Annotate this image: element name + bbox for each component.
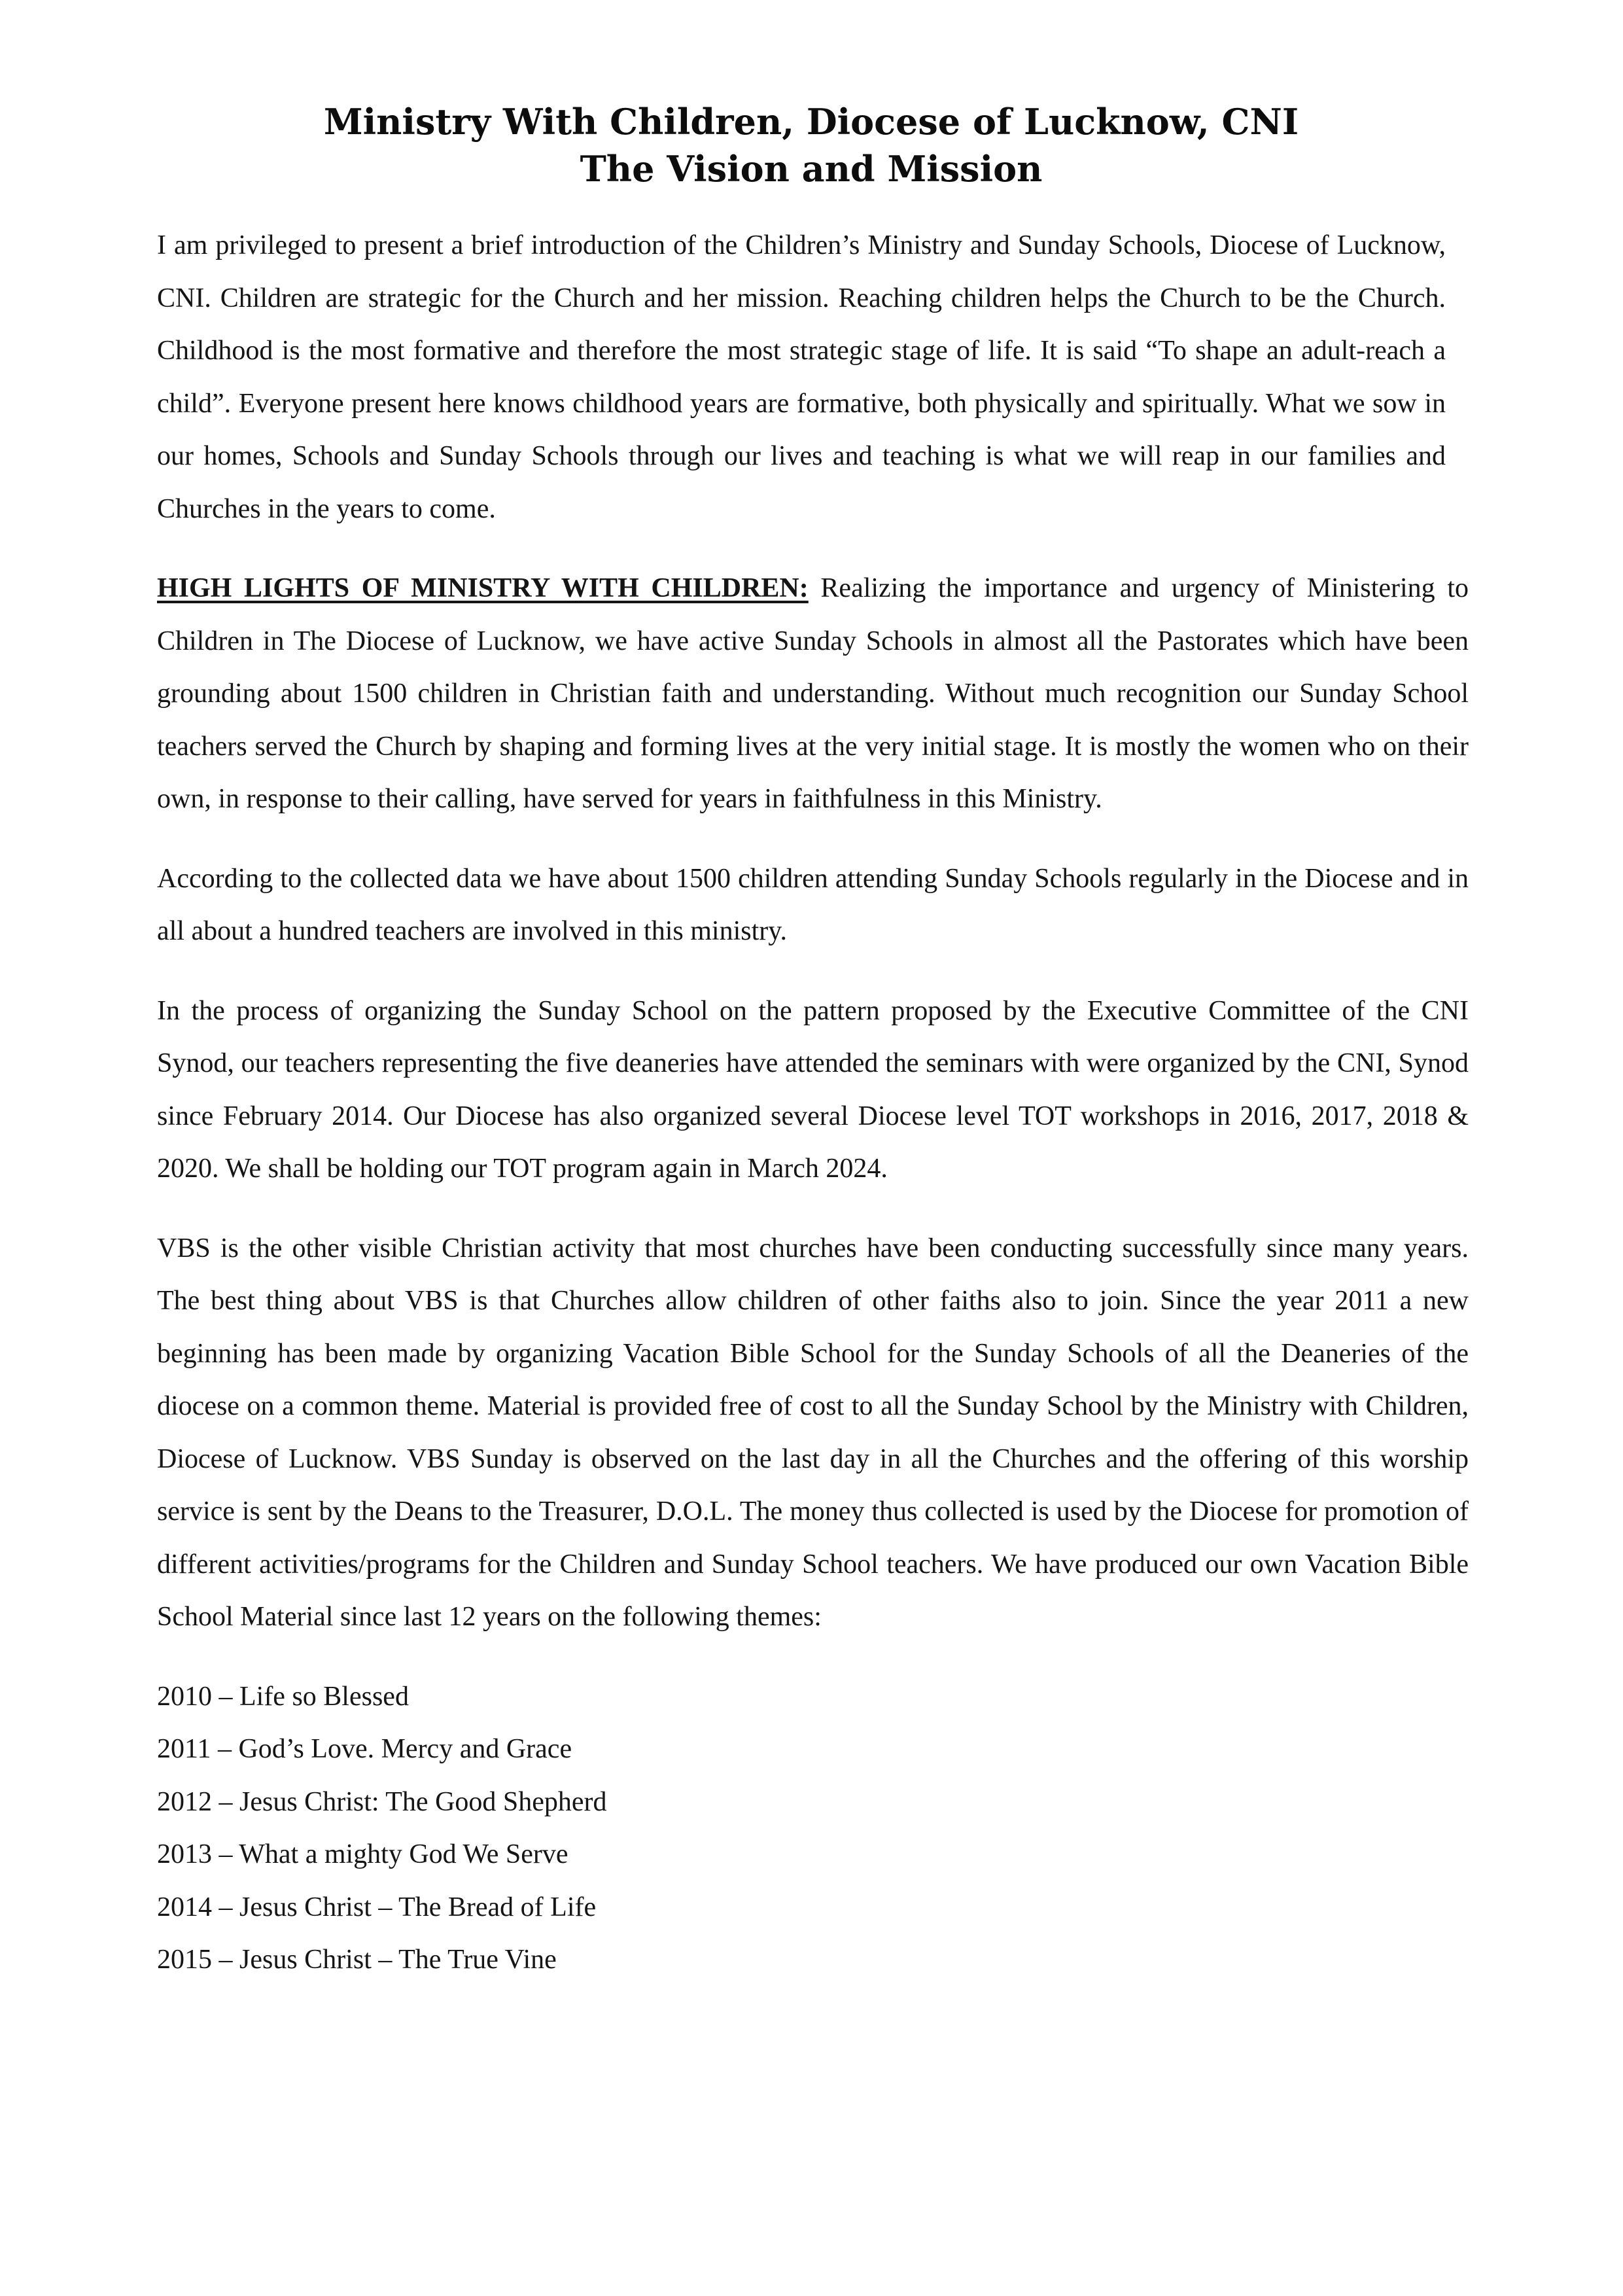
theme-item-2012: 2012 – Jesus Christ: The Good Shepherd [157,1786,607,1817]
highlights-text: Realizing the importance and urgency of Ministering to Children in The Diocese of Lucknow, we have active Sunday Schools in almost all the Pastorates which have been grounding about 1500 children in Christian faith and understanding. Without much recognition our Sunday School teachers served the Church by shaping and forming lives at the very initial stage. It is mostly the women who on their own, in response to their calling, have served for years in faithfulness in this Ministry. [157,573,1469,814]
theme-item-2011: 2011 – God’s Love. Mercy and Grace [157,1734,572,1764]
organization-paragraph: In the process of organizing the Sunday School on the pattern proposed by the Executive Committee of the CNI Synod, our teachers representing the five deaneries have attended the seminars with were organized by the CNI, Synod since February 2014. Our Diocese has also organized several Diocese level TOT workshops in 2016, 2017, 2018 & 2020. We shall be holding our TOT program again in March 2024. [157,995,1469,1184]
theme-item-2010: 2010 – Life so Blessed [157,1681,409,1712]
theme-item-2015: 2015 – Jesus Christ – The True Vine [157,1945,557,1975]
attendance-paragraph: According to the collected data we have about 1500 children attending Sunday Schools regularly in the Diocese and in all about a hundred teachers are involved in this ministry. [157,863,1469,946]
document-title [157,98,1465,192]
document-body [157,219,1469,1987]
title-line-2: The Vision and Mission [580,148,1043,190]
title-line-1: Ministry With Children, Diocese of Lucknow, CNI [323,101,1299,143]
theme-item-2014: 2014 – Jesus Christ – The Bread of Life [157,1892,597,1922]
vbs-theme-list [157,1670,1469,1987]
vbs-paragraph: VBS is the other visible Christian activity that most churches have been conducting successfully since many years. The best thing about VBS is that Churches allow children of other faiths also to join. Since the year 2011 a new beginning has been made by organizing Vacation Bible School for the Sunday Schools of all the Deaneries of the diocese on a common theme. Material is provided free of cost to all the Sunday School by the Ministry with Children, Diocese of Lucknow. VBS Sunday is observed on the last day in all the Churches and the offering of this worship service is sent by the Deans to the Treasurer, D.O.L. The money thus collected is used by the Diocese for promotion of different activities/programs for the Children and Sunday School teachers. We have produced our own Vacation Bible School Material since last 12 years on the following themes: [157,1233,1469,1632]
highlights-heading: HIGH LIGHTS OF MINISTRY WITH CHILDREN: [157,573,809,603]
highlights-paragraph [157,562,1469,826]
intro-paragraph: I am privileged to present a brief introduction of the Children’s Ministry and Sunday Schools, Diocese of Lucknow, CNI. Children are strategic for the Church and her mission. Reaching children helps the Church to be the Church. Childhood is the most formative and therefore the most strategic stage of life. It is said “To shape an adult-reach a child”. Everyone present here knows childhood years are formative, both physically and spiritually. What we sow in our homes, Schools and Sunday Schools through our lives and teaching is what we will reap in our families and Churches in the years to come. [157,230,1446,524]
theme-item-2013: 2013 – What a mighty God We Serve [157,1839,568,1869]
